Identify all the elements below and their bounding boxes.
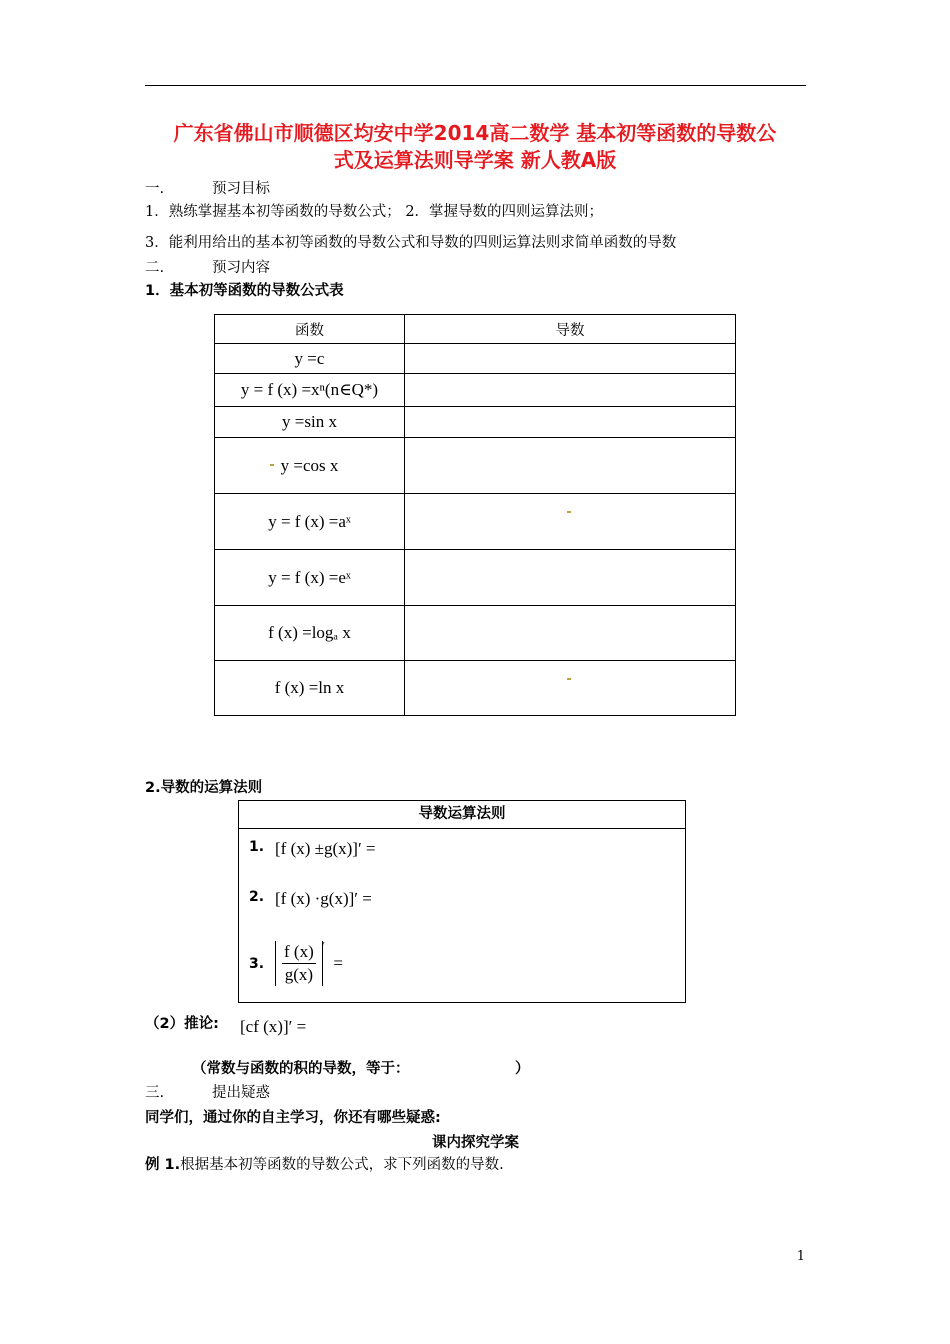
section-heading-content — [145, 256, 270, 277]
function-cell: y =sin x — [215, 407, 405, 438]
derivative-cell[interactable] — [405, 606, 736, 661]
corollary-expression: [cf (x)]′ = — [240, 1017, 307, 1036]
rule-quotient: 3. $\frac{f (x)}{g(x)}$ ′ = — [249, 941, 344, 984]
corollary-close: ） — [515, 1061, 530, 1077]
function-cell: y = f (x) =xⁿ(n∈Q*) — [215, 374, 405, 407]
corollary-label: （2）推论: — [145, 1016, 219, 1032]
derivative-cell[interactable] — [405, 374, 736, 407]
page-number: 1 — [796, 1249, 805, 1264]
scan-artifact — [270, 464, 274, 466]
table-row — [215, 407, 736, 438]
denominator: g(x) — [284, 965, 314, 984]
rule-number: 2. — [249, 889, 265, 905]
function-cell: y = f (x) =aˣ — [215, 494, 405, 550]
function-cell: f (x) =logₐ x — [215, 606, 405, 661]
scan-artifact — [567, 678, 571, 680]
table-row — [215, 438, 736, 494]
rule-expression: [f (x) ±g(x)]′ = — [275, 839, 376, 858]
example-label: 例 1. — [145, 1157, 181, 1173]
question-prompt: 同学们，通过你的自主学习，你还有哪些疑惑: — [145, 1110, 441, 1126]
example-1 — [145, 1155, 504, 1175]
table-row — [215, 550, 736, 606]
section-label: 预习内容 — [212, 260, 270, 276]
section-number: 二. — [145, 260, 165, 276]
derivative-cell[interactable] — [405, 438, 736, 494]
rule-number: 3. — [249, 955, 265, 972]
function-cell: y = f (x) =eˣ — [215, 550, 405, 606]
table-row — [215, 606, 736, 661]
subheading-rules: 2.导数的运算法则 — [145, 780, 263, 796]
corollary-note: （常数与函数的积的导数，等于： — [192, 1061, 410, 1077]
section-label: 提出疑惑 — [212, 1085, 270, 1101]
section-label: 预习目标 — [212, 181, 270, 197]
function-cell: y =c — [215, 344, 405, 374]
table-row — [215, 661, 736, 716]
numerator: f (x) — [282, 941, 316, 964]
derivative-cell[interactable] — [405, 661, 736, 716]
derivative-cell[interactable] — [405, 494, 736, 550]
section-heading-goals — [145, 177, 270, 198]
derivative-cell[interactable] — [405, 550, 736, 606]
rule-equals: = — [333, 953, 344, 973]
header-derivative: 导数 — [405, 315, 736, 344]
scan-artifact — [567, 511, 571, 513]
function-cell: f (x) =ln x — [215, 661, 405, 716]
rule-sum — [249, 839, 376, 859]
rule-expression: [f (x) ·g(x)]′ = — [275, 889, 372, 908]
goal-line-2: 3．能利用给出的基本初等函数的导数公式和导数的四则运算法则求简单函数的导数 — [145, 235, 677, 251]
derivative-formula-table — [214, 314, 736, 716]
header-rule — [145, 85, 806, 86]
function-cell: y =cos x — [215, 438, 405, 494]
rule-number: 1. — [249, 839, 265, 855]
example-text: 根据基本初等函数的导数公式，求下列函数的导数. — [180, 1157, 504, 1173]
table-header-row — [215, 315, 736, 344]
table-row — [215, 374, 736, 407]
subheading-formula-table: 1．基本初等函数的导数公式表 — [145, 283, 344, 299]
rules-header: 导数运算法则 — [239, 801, 685, 829]
rule-product — [249, 889, 372, 909]
header-function: 函数 — [215, 315, 405, 344]
quotient-fraction — [275, 941, 323, 986]
section-number: 三. — [145, 1085, 165, 1101]
title-line-2: 式及运算法则导学案 新人教A版 — [333, 148, 617, 172]
section-number: 一. — [145, 181, 165, 197]
derivative-cell[interactable] — [405, 344, 736, 374]
derivative-cell[interactable] — [405, 407, 736, 438]
document-title — [140, 120, 810, 174]
title-line-1: 广东省佛山市顺德区均安中学2014高二数学 基本初等函数的导数公 — [173, 121, 777, 145]
inclass-title: 课内探究学案 — [432, 1135, 519, 1151]
goal-line-1: 1．熟练掌握基本初等函数的导数公式； 2．掌握导数的四则运算法则； — [145, 204, 604, 220]
derivative-rules-box — [238, 800, 686, 1003]
table-row — [215, 494, 736, 550]
table-row — [215, 344, 736, 374]
section-heading-questions — [145, 1081, 270, 1102]
